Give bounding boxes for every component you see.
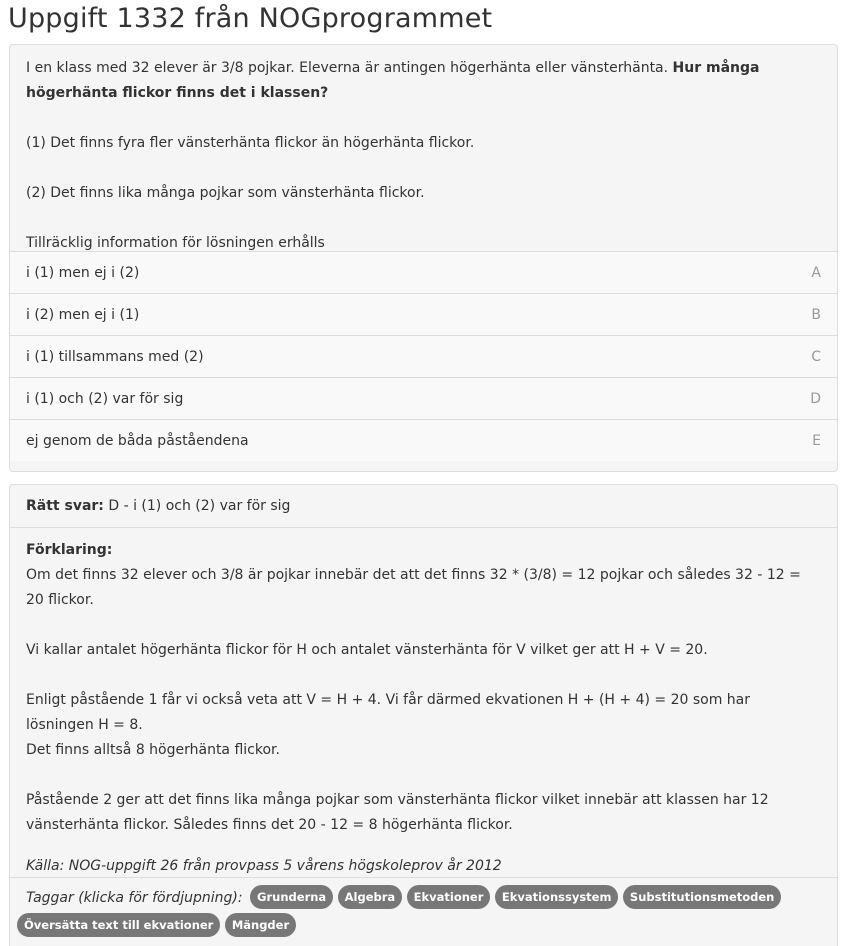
tag-oversatta-text[interactable]: Översätta text till ekvationer [17, 913, 220, 937]
tag-mangder[interactable]: Mängder [225, 913, 296, 937]
explanation-paragraph-3b: Det finns alltså 8 högerhänta flickor. [26, 742, 280, 758]
explanation-paragraph-4: Påstående 2 ger att det finns lika många pojkar som vänsterhänta flickor vilket innebär att klassen har 12 vänsterhänta flickor. Således finns det 20 - 12 = 8 högerhänta flickor. [26, 792, 769, 833]
tags-section [10, 877, 837, 939]
option-letter: C [811, 349, 821, 365]
tag-substitutionsmetoden[interactable]: Substitutionsmetoden [623, 885, 781, 909]
question-bold: Hur många högerhänta flickor finns det i klassen? [26, 60, 760, 101]
option-a[interactable] [10, 251, 837, 293]
question-intro: I en klass med 32 elever är 3/8 pojkar. Eleverna är antingen högerhänta eller vänsterhänta. [26, 60, 669, 76]
statement-1: (1) Det finns fyra fler vänsterhänta flickor än högerhänta flickor. [26, 135, 475, 151]
tags-label: Taggar (klicka för fördjupning): [26, 890, 243, 906]
source-text: Källa: NOG-uppgift 26 från provpass 5 vårens högskoleprov år 2012 [26, 858, 502, 874]
correct-answer-value: D - i (1) och (2) var för sig [108, 498, 291, 514]
option-e[interactable] [10, 419, 837, 461]
question-body [10, 45, 837, 251]
question-prompt: Tillräcklig information för lösningen erhålls [26, 235, 325, 251]
option-text: i (2) men ej i (1) [26, 307, 140, 323]
explanation-paragraph-2: Vi kallar antalet högerhänta flickor för H och antalet vänsterhänta för V vilket ger att H + V = 20. [26, 642, 708, 658]
correct-answer-label: Rätt svar: [26, 498, 104, 514]
question-panel [9, 44, 838, 472]
option-b[interactable] [10, 293, 837, 335]
option-letter: A [811, 265, 821, 281]
option-letter: D [810, 391, 821, 407]
tag-grunderna[interactable]: Grunderna [250, 885, 333, 909]
option-c[interactable] [10, 335, 837, 377]
option-letter: B [811, 307, 821, 323]
tag-ekvationssystem[interactable]: Ekvationssystem [495, 885, 619, 909]
option-d[interactable] [10, 377, 837, 419]
tag-ekvationer[interactable]: Ekvationer [407, 885, 491, 909]
explanation-paragraph-3a: Enligt påstående 1 får vi också veta att V = H + 4. Vi får därmed ekvationen H + (H + 4) = 20 som har lösningen H = 8. [26, 692, 751, 733]
answer-panel [9, 484, 838, 946]
explanation-paragraph-1: Om det finns 32 elever och 3/8 är pojkar innebär det att det finns 32 * (3/8) = 12 pojkar och således 32 - 12 = 20 flickor. [26, 567, 801, 608]
correct-answer [10, 485, 837, 528]
option-text: i (1) men ej i (2) [26, 265, 140, 281]
tag-algebra[interactable]: Algebra [338, 885, 403, 909]
question-text [26, 56, 821, 106]
option-letter: E [812, 433, 821, 449]
explanation [10, 528, 837, 877]
option-text: ej genom de båda påståendena [26, 433, 249, 449]
page-title: Uppgift 1332 från NOGprogrammet [8, 3, 493, 34]
explanation-heading: Förklaring: [26, 542, 113, 558]
answer-options [10, 251, 837, 461]
tags-row-2 [17, 913, 821, 939]
option-text: i (1) tillsammans med (2) [26, 349, 204, 365]
option-text: i (1) och (2) var för sig [26, 391, 184, 407]
statement-2: (2) Det finns lika många pojkar som vänsterhänta flickor. [26, 185, 425, 201]
